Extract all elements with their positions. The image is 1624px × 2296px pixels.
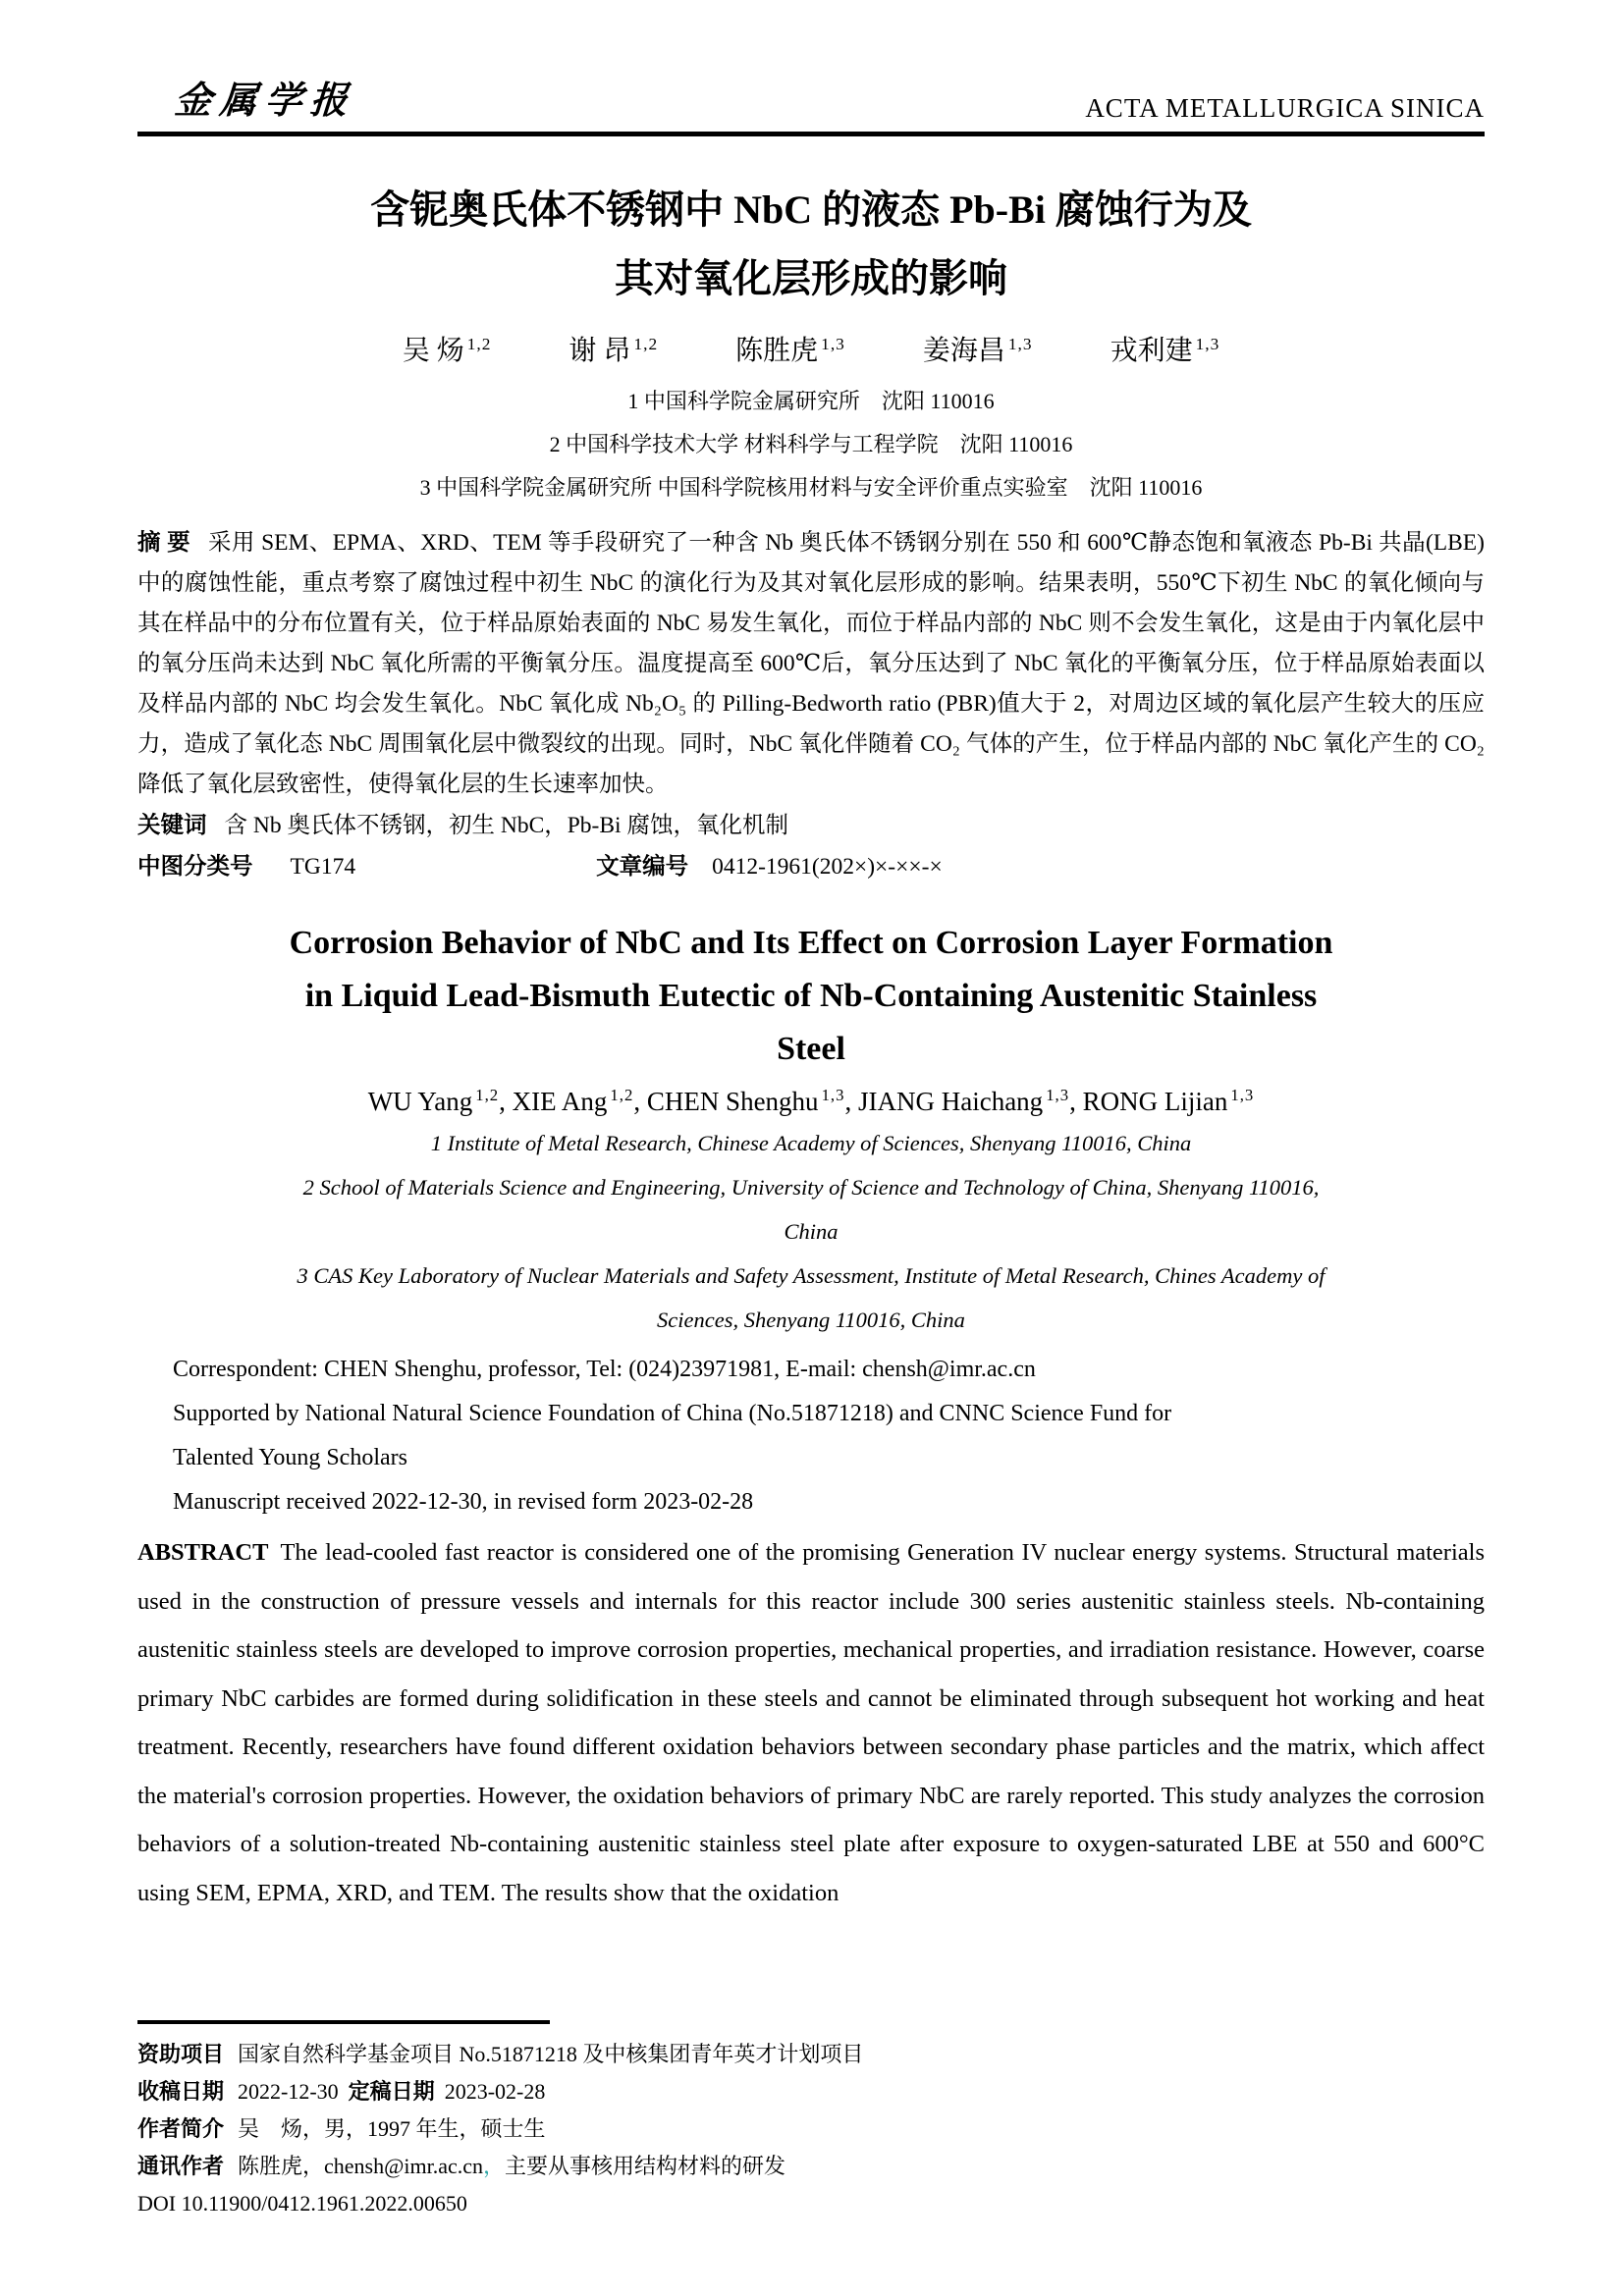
supported-by-line-2: Talented Young Scholars bbox=[173, 1445, 407, 1470]
affiliation-cn-1: 1 中国科学院金属研究所 沈阳 110016 bbox=[627, 389, 995, 413]
title-en-line-3: Steel bbox=[777, 1031, 845, 1067]
author-en-4-affiliation-sup: 1,3 bbox=[1046, 1086, 1070, 1104]
affiliation-en-line-3: China bbox=[784, 1219, 839, 1244]
funding-line bbox=[137, 2036, 1485, 2073]
affiliation-cn-3: 3 中国科学院金属研究所 中国科学院核用材料与安全评价重点实验室 沈阳 110016 bbox=[419, 475, 1203, 500]
abstract-cn-label: 摘 要 bbox=[137, 530, 191, 556]
author-cn-5-name: 戎利建 bbox=[1110, 336, 1193, 366]
affiliation-en-line-1: 1 Institute of Metal Research, Chinese Academy of Sciences, Shenyang 110016, China bbox=[430, 1131, 1192, 1155]
author-en-4-name: JIANG Haichang bbox=[857, 1087, 1044, 1116]
author-bio-label: 作者简介 bbox=[137, 2116, 225, 2141]
authors-chinese bbox=[137, 329, 1485, 368]
author-en-5-affiliation-sup: 1,3 bbox=[1230, 1086, 1255, 1104]
keywords-chinese bbox=[137, 805, 1485, 846]
dates-line bbox=[137, 2073, 1485, 2110]
author-en-1 bbox=[368, 1087, 513, 1116]
author-en-2-affiliation-sup: 1,2 bbox=[610, 1086, 634, 1104]
corresponding-author-label: 通讯作者 bbox=[137, 2154, 225, 2178]
title-chinese bbox=[137, 176, 1485, 313]
affiliation-en-line-5: Sciences, Shenyang 110016, China bbox=[657, 1308, 965, 1332]
author-cn-3-name: 陈胜虎 bbox=[735, 336, 819, 366]
author-cn-2 bbox=[568, 336, 658, 366]
author-en-2-separator: , bbox=[633, 1087, 647, 1116]
affiliation-en-line-4: 3 CAS Key Laboratory of Nuclear Materials and Safety Assessment, Institute of Metal Research, Chines Academy of bbox=[297, 1263, 1326, 1288]
author-cn-4-name: 姜海昌 bbox=[922, 336, 1005, 366]
author-cn-3 bbox=[735, 336, 845, 366]
title-en-line-1: Corrosion Behavior of NbC and Its Effect on Corrosion Layer Formation bbox=[289, 925, 1333, 961]
journal-logo: 金属学报 bbox=[173, 80, 357, 122]
funding-label: 资助项目 bbox=[137, 2042, 225, 2066]
received-label: 收稿日期 bbox=[137, 2079, 225, 2104]
journal-header bbox=[137, 53, 1485, 136]
article-number-label: 文章编号 bbox=[596, 854, 689, 880]
correspondent-line: Correspondent: CHEN Shenghu, professor, Tel: (024)23971981, E-mail: chensh@imr.ac.cn bbox=[173, 1357, 1036, 1382]
footnote-divider bbox=[137, 2020, 550, 2024]
corresponding-author-email: chensh@imr.ac.cn bbox=[324, 2154, 484, 2178]
affiliations-english bbox=[137, 1121, 1485, 1342]
author-cn-5 bbox=[1110, 336, 1220, 366]
footnote-block bbox=[137, 2020, 1485, 2222]
received-date: 2022-12-30 bbox=[238, 2079, 339, 2104]
author-bio-text: 吴 炀，男，1997 年生，硕士生 bbox=[238, 2116, 546, 2141]
authors-english bbox=[137, 1086, 1485, 1117]
affiliation-en-line-2: 2 School of Materials Science and Engineering, University of Science and Technology of China, Shenyang 110016, bbox=[302, 1175, 1320, 1200]
doi-line: DOI 10.11900/0412.1961.2022.00650 bbox=[137, 2191, 467, 2216]
keywords-label: 关键词 bbox=[137, 813, 207, 838]
author-en-1-separator: , bbox=[499, 1087, 513, 1116]
funding-text: 国家自然科学基金项目 No.51871218 及中核集团青年英才计划项目 bbox=[238, 2042, 864, 2066]
author-en-4-separator: , bbox=[1069, 1087, 1083, 1116]
author-cn-1-affiliation-sup: 1,2 bbox=[466, 334, 492, 353]
author-cn-2-name: 谢 昂 bbox=[568, 336, 631, 366]
title-cn-line-2: 其对氧化层形成的影响 bbox=[615, 256, 1007, 300]
author-cn-5-affiliation-sup: 1,3 bbox=[1195, 334, 1220, 353]
affiliations-chinese bbox=[137, 380, 1485, 509]
author-en-3-name: CHEN Shenghu bbox=[646, 1087, 819, 1116]
author-cn-4 bbox=[923, 336, 1033, 366]
author-cn-2-affiliation-sup: 1,2 bbox=[633, 334, 659, 353]
author-cn-1 bbox=[403, 336, 492, 366]
abstract-en-label: ABSTRACT bbox=[137, 1539, 269, 1566]
article-number-value: 0412-1961(202×)×-××-× bbox=[712, 854, 943, 880]
finalized-label: 定稿日期 bbox=[348, 2079, 435, 2104]
author-en-5 bbox=[1083, 1087, 1255, 1116]
author-cn-1-name: 吴 炀 bbox=[402, 336, 464, 366]
classification-line bbox=[137, 846, 1485, 887]
author-en-1-name: WU Yang bbox=[367, 1087, 473, 1116]
supported-by-line-1: Supported by National Natural Science Foundation of China (No.51871218) and CNNC Science Fund for bbox=[173, 1401, 1172, 1426]
title-en-line-2: in Liquid Lead-Bismuth Eutectic of Nb-Containing Austenitic Stainless bbox=[304, 978, 1318, 1014]
author-en-2 bbox=[513, 1087, 647, 1116]
abstract-en-text: The lead-cooled fast reactor is considered one of the promising Generation IV nuclear energy systems. Structural materials used in the construction of pressure vessels and internals for this reactor include 300 series austenitic stainless steels. Nb-containing austenitic stainless steels are developed to improve corrosion properties, mechanical properties, and irradiation resistance. However, coarse primary NbC carbides are formed during solidification in these steels and cannot be eliminated through subsequent hot working and heat treatment. Recently, researchers have found different oxidation behaviors between secondary phase particles and the matrix, which affect the material's corrosion properties. However, the oxidation behaviors of primary NbC are rarely reported. This study analyzes the corrosion behaviors of a solution-treated Nb-containing austenitic stainless steel plate after exposure to oxygen-saturated LBE at 550 and 600°C using SEM, EPMA, XRD, and TEM. The results show that the oxidation bbox=[137, 1539, 1485, 1906]
author-en-5-name: RONG Lijian bbox=[1082, 1087, 1228, 1116]
corresponding-author-line bbox=[137, 2148, 1485, 2185]
clc-value: TG174 bbox=[290, 854, 356, 880]
author-en-3-separator: , bbox=[844, 1087, 858, 1116]
title-cn-line-1: 含铌奥氏体不锈钢中 NbC 的液态 Pb-Bi 腐蚀行为及 bbox=[370, 187, 1252, 232]
affiliation-cn-2: 2 中国科学技术大学 材料科学与工程学院 沈阳 110016 bbox=[549, 432, 1073, 456]
author-en-4 bbox=[858, 1087, 1083, 1116]
corresponding-author-desc: 主要从事核用结构材料的研发 bbox=[505, 2154, 786, 2178]
author-bio-line bbox=[137, 2110, 1485, 2148]
author-en-3-affiliation-sup: 1,3 bbox=[821, 1086, 845, 1104]
keywords-text: 含 Nb 奥氏体不锈钢，初生 NbC，Pb-Bi 腐蚀，氧化机制 bbox=[224, 813, 788, 838]
abstract-chinese bbox=[137, 523, 1485, 805]
abstract-cn-text: 采用 SEM、EPMA、XRD、TEM 等手段研究了一种含 Nb 奥氏体不锈钢分别在 550 和 600℃静态饱和氧液态 Pb-Bi 共晶(LBE)中的腐蚀性能，重点考察了腐蚀过程中初生 NbC 的演化行为及其对氧化层形成的影响。结果表明，550℃下初生 NbC 的氧化倾向与其在样品中的分布位置有关，位于样品原始表面的 NbC 易发生氧化，而位于样品内部的 NbC 则不会发生氧化，这是由于内氧化层中的氧分压尚未达到 NbC 氧化所需的平衡氧分压。温度提高至 600℃后，氧分压达到了 NbC 氧化的平衡氧分压，位于样品原始表面以及样品内部的 NbC 均会发生氧化。NbC 氧化成 Nb₂O₅ 的 Pilling-Bedworth ratio (PBR)值大于 2，对周边区域的氧化层产生较大的压应力，造成了氧化态 NbC 周围氧化层中微裂纹的出现。同时，NbC 氧化伴随着 CO₂ 气体的产生，位于样品内部的 NbC 氧化产生的 CO₂ 降低了氧化层致密性，使得氧化层的生长速率加快。 bbox=[137, 530, 1485, 797]
author-en-1-affiliation-sup: 1,2 bbox=[475, 1086, 500, 1104]
contact-block bbox=[137, 1348, 1485, 1524]
journal-name: ACTA METALLURGICA SINICA bbox=[1085, 93, 1485, 123]
author-en-3 bbox=[647, 1087, 858, 1116]
author-en-2-name: XIE Ang bbox=[512, 1087, 608, 1116]
author-cn-3-affiliation-sup: 1,3 bbox=[821, 334, 845, 353]
manuscript-received-line: Manuscript received 2022-12-30, in revised form 2023-02-28 bbox=[173, 1489, 754, 1515]
finalized-date: 2023-02-28 bbox=[444, 2079, 546, 2104]
author-cn-4-affiliation-sup: 1,3 bbox=[1007, 334, 1033, 353]
email-comma: ， bbox=[483, 2154, 506, 2178]
clc-label: 中图分类号 bbox=[137, 854, 253, 880]
title-english bbox=[137, 917, 1485, 1076]
corresponding-author-name: 陈胜虎， bbox=[238, 2154, 325, 2178]
abstract-english bbox=[137, 1528, 1485, 1917]
